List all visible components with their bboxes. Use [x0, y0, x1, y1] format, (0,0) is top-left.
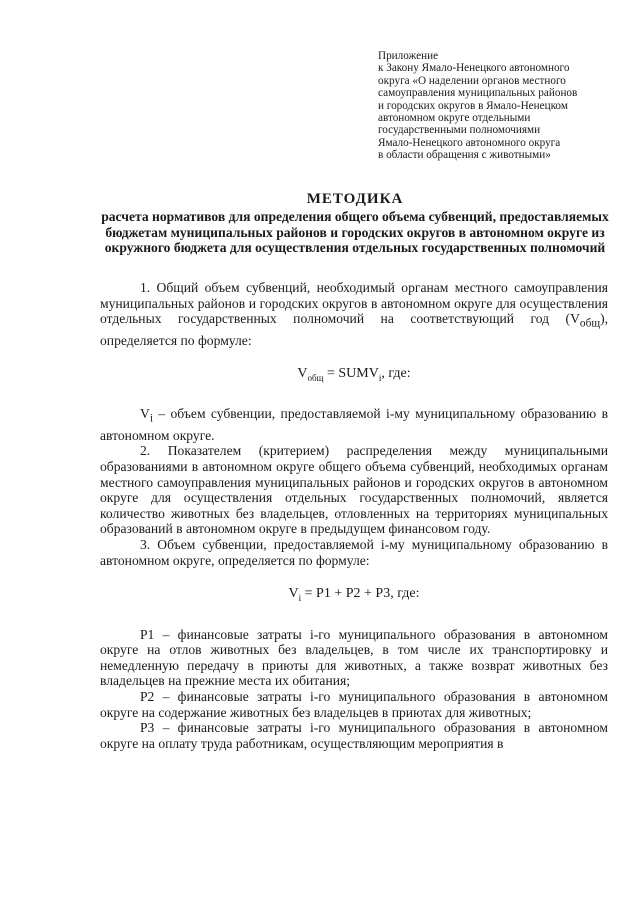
formula-total [100, 366, 608, 386]
appendix-line: самоуправления муниципальных районов [378, 87, 578, 100]
paragraph-3: 3. Объем субвенции, предоставляемой i-му муниципальному образованию в автономном округе, определяется по формуле: [100, 536, 608, 568]
appendix-line: округа «О наделении органов местного [378, 74, 566, 87]
formula-vi-subscript: i [298, 592, 302, 603]
appendix-line: Приложение [378, 50, 439, 62]
paragraph-1-text: 1. Общий объем субвенций, необходимый органам местного самоуправления муниципальных районов и городских округов в автономном округе для осуществления отдельных государственных полномочий на соответствующий год (V [100, 280, 608, 327]
appendix-line: и городских округов в Ямало-Ненецком [378, 99, 568, 112]
document-title-block [90, 191, 620, 256]
definition-p1: P1 – финансовые затраты i-го муниципального образования в автономном округе на отлов животных без владельцев, в том числе их транспортировку и немедленную передачу в приюты для животных, а также возврат животных без владельцев на прежние места их обитания; [100, 626, 608, 689]
document-body [100, 280, 608, 751]
definition-vi-subscript: i [149, 413, 153, 426]
formula-total-where: , где: [381, 366, 411, 382]
paragraph-1 [100, 280, 608, 348]
paragraph-1-end: ), определяется по формуле: [100, 311, 608, 348]
formula-total-v: V [297, 366, 308, 382]
definition-vi-text: – объем субвенции, предоставляемой i-му муниципальному образованию в автономном округе. [100, 406, 608, 443]
definition-p3: P3 – финансовые затраты i-го муниципального образования в автономном округе на оплату труда работникам, осуществляющим мероприятия в [100, 720, 608, 751]
paragraph-2: 2. Показателем (критерием) распределения между муниципальными образованиями в автономном округе общего объема субвенций, необходимых органам местного самоуправления муниципальных районов и городских округов в автономном округе для осуществления отдельных государственных полномочий, является количество животных без владельцев, отловленных на территориях муниципальных образований в автономном округе в предыдущем финансовом году. [100, 443, 608, 537]
appendix-line: Ямало-Ненецкого автономного округа [378, 136, 561, 149]
document-subtitle: расчета нормативов для определения общего объема субвенций, предоставляемых бюджетам муниципальных районов и городских округов в автономном округе из окружного бюджета для осуществления отдельных государственных полномочий [101, 209, 609, 256]
appendix-line: в области обращения с животными» [378, 149, 551, 162]
definition-vi-symbol: V [140, 406, 150, 422]
formula-total-subscript-i: i [378, 372, 382, 383]
formula-total-sum: = SUMV [323, 366, 379, 382]
appendix-line: к Закону Ямало-Ненецкого автономного [378, 62, 570, 75]
appendix-block [378, 50, 618, 162]
formula-total-subscript: общ [307, 372, 324, 383]
paragraph-1-subscript: общ [579, 317, 601, 330]
definition-vi [100, 406, 608, 443]
formula-vi-symbol: V [288, 586, 299, 602]
appendix-line: государственными полномочиями [378, 124, 541, 137]
definition-p2: P2 – финансовые затраты i-го муниципального образования в автономном округе на содержание животных без владельцев в приютах для животных; [100, 688, 608, 720]
formula-vi-terms: = P1 + P2 + P3, где: [301, 586, 420, 602]
document-title: МЕТОДИКА [306, 191, 404, 207]
appendix-line: автономном округе отдельными [378, 112, 531, 125]
formula-vi [100, 586, 608, 606]
